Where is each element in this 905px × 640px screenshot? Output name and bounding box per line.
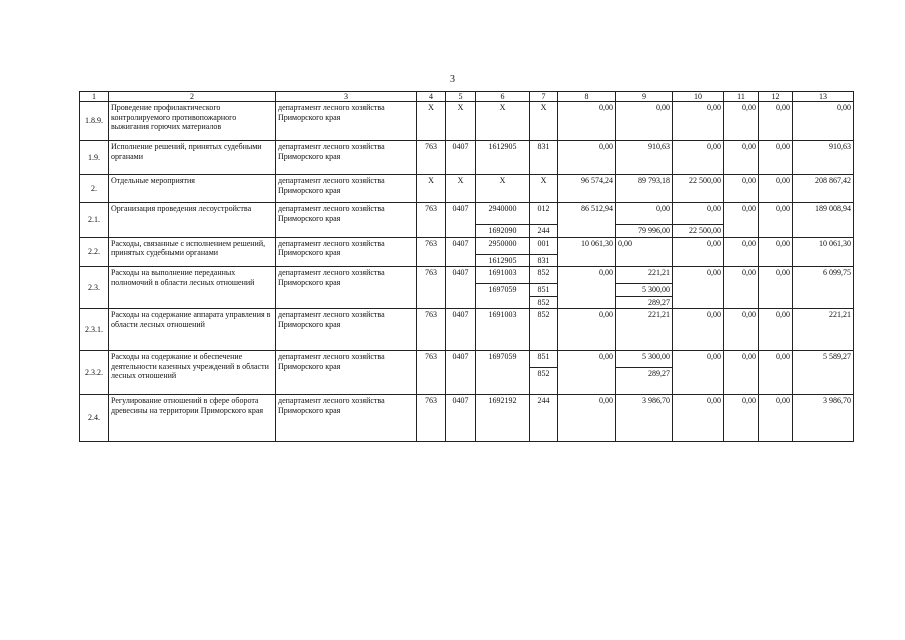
- col-header: 6: [476, 92, 530, 102]
- col-header: 11: [724, 92, 759, 102]
- cell-value: 0,00: [759, 395, 793, 442]
- cell-value: 852: [530, 309, 558, 351]
- table-row: [80, 203, 854, 225]
- cell-value: 0,00: [759, 102, 793, 141]
- table-row: [80, 309, 854, 351]
- cell-value: 0,00: [673, 237, 724, 254]
- cell-value: X: [446, 175, 476, 203]
- table-row: [80, 351, 854, 368]
- row-name: Исполнение решений, принятых судебными органами: [109, 141, 276, 175]
- cell-value: 1691003: [476, 309, 530, 351]
- cell-value: 96 574,24: [558, 175, 616, 203]
- row-executor: департамент лесного хозяйства Приморского края: [276, 203, 417, 238]
- cell-value: 5 300,00: [616, 284, 673, 297]
- row-number: 2.3.: [80, 267, 109, 309]
- row-number: 1.8.9.: [80, 102, 109, 141]
- cell-value: 1692090: [476, 225, 530, 238]
- cell-value: 0,00: [759, 309, 793, 351]
- cell-value: 001: [530, 237, 558, 254]
- col-header: 1: [80, 92, 109, 102]
- cell-value: 289,27: [616, 368, 673, 395]
- cell-value: 0,00: [673, 395, 724, 442]
- cell-value: 221,21: [616, 309, 673, 351]
- cell-value: 244: [530, 395, 558, 442]
- cell-value: 0,00: [724, 351, 759, 368]
- cell-value: 0407: [446, 267, 476, 284]
- row-name: Расходы на содержание аппарата управления в области лесных отношений: [109, 309, 276, 351]
- row-name: Расходы на содержание и обеспечение деятельности казенных учреждений в области лесных отношений: [109, 351, 276, 395]
- cell-value: 0,00: [759, 237, 793, 254]
- cell-value: 763: [417, 203, 446, 225]
- cell-value: 851: [530, 284, 558, 297]
- row-executor: департамент лесного хозяйства Приморского края: [276, 351, 417, 395]
- cell-value: 3 986,70: [793, 395, 854, 442]
- row-executor: департамент лесного хозяйства Приморского края: [276, 102, 417, 141]
- cell-value: 0,00: [673, 203, 724, 225]
- cell-value: 763: [417, 395, 446, 442]
- row-name: Организация проведения лесоустройства: [109, 203, 276, 238]
- cell-value: 763: [417, 309, 446, 351]
- row-executor: департамент лесного хозяйства Приморского края: [276, 395, 417, 442]
- cell-value: 0,00: [793, 102, 854, 141]
- table-row: [80, 175, 854, 203]
- cell-value: 0,00: [558, 309, 616, 351]
- cell-value: X: [417, 175, 446, 203]
- cell-value: 0407: [446, 351, 476, 368]
- row-number: 2.2.: [80, 237, 109, 267]
- cell-value: 0,00: [673, 102, 724, 141]
- cell-value: 0,00: [724, 141, 759, 175]
- col-header: 7: [530, 92, 558, 102]
- cell-value: 0,00: [673, 267, 724, 284]
- cell-value: 221,21: [793, 309, 854, 351]
- col-header: 2: [109, 92, 276, 102]
- row-number: 2.3.1.: [80, 309, 109, 351]
- row-number: 2.1.: [80, 203, 109, 238]
- cell-value: 763: [417, 141, 446, 175]
- row-number: 2.4.: [80, 395, 109, 442]
- row-number: 2.3.2.: [80, 351, 109, 395]
- cell-value: X: [530, 175, 558, 203]
- cell-value: 0407: [446, 141, 476, 175]
- cell-value: 763: [417, 237, 446, 254]
- cell-value: 763: [417, 351, 446, 368]
- cell-value: 0407: [446, 309, 476, 351]
- cell-value: 221,21: [616, 267, 673, 284]
- row-name: Регулирование отношений в сфере оборота древесины на территории Приморского края: [109, 395, 276, 442]
- cell-value: 831: [530, 141, 558, 175]
- cell-value: 0,00: [558, 395, 616, 442]
- col-header: 12: [759, 92, 793, 102]
- cell-value: 852: [530, 267, 558, 284]
- cell-value: 0,00: [724, 267, 759, 284]
- cell-value: 851: [530, 351, 558, 368]
- cell-value: 5 300,00: [616, 351, 673, 368]
- cell-value: 0,00: [616, 203, 673, 225]
- budget-table: [79, 91, 854, 442]
- col-header: 13: [793, 92, 854, 102]
- cell-value: 852: [530, 368, 558, 395]
- cell-value: X: [446, 102, 476, 141]
- row-name: Расходы, связанные с исполнением решений, принятых судебными органами: [109, 237, 276, 267]
- cell-value: 852: [530, 296, 558, 309]
- row-number: 2.: [80, 175, 109, 203]
- cell-value: 22 500,00: [673, 225, 724, 238]
- page-number: 3: [450, 74, 455, 85]
- cell-value: 0,00: [558, 351, 616, 368]
- col-header: 5: [446, 92, 476, 102]
- cell-value: 012: [530, 203, 558, 225]
- cell-value: 0407: [446, 203, 476, 225]
- cell-value: 2950000: [476, 237, 530, 254]
- cell-value: 89 793,18: [616, 175, 673, 203]
- row-executor: департамент лесного хозяйства Приморского края: [276, 237, 417, 267]
- cell-value: 79 996,00: [616, 225, 673, 238]
- row-name: Отдельные мероприятия: [109, 175, 276, 203]
- table-row: [80, 141, 854, 175]
- cell-value: 0,00: [724, 309, 759, 351]
- cell-value: 0,00: [759, 141, 793, 175]
- cell-value: 0,00: [616, 102, 673, 141]
- cell-value: 3 986,70: [616, 395, 673, 442]
- cell-value: 0,00: [759, 175, 793, 203]
- col-header: 10: [673, 92, 724, 102]
- table-row: [80, 267, 854, 284]
- cell-value: 0,00: [724, 237, 759, 254]
- row-executor: департамент лесного хозяйства Приморского края: [276, 309, 417, 351]
- cell-value: 1692192: [476, 395, 530, 442]
- col-header: 8: [558, 92, 616, 102]
- row-executor: департамент лесного хозяйства Приморского края: [276, 267, 417, 309]
- table-row: [80, 237, 854, 254]
- cell-value: 1697059: [476, 284, 530, 297]
- cell-value: 0,00: [558, 267, 616, 284]
- cell-value: 0,00: [759, 267, 793, 284]
- cell-value: 0407: [446, 395, 476, 442]
- cell-value: 289,27: [616, 296, 673, 309]
- cell-value: 2940000: [476, 203, 530, 225]
- row-executor: департамент лесного хозяйства Приморского края: [276, 175, 417, 203]
- cell-value: 1691003: [476, 267, 530, 284]
- row-executor: департамент лесного хозяйства Приморского края: [276, 141, 417, 175]
- cell-value: 10 061,30: [793, 237, 854, 254]
- cell-value: 0,00: [558, 102, 616, 141]
- cell-value: 0,00: [724, 395, 759, 442]
- cell-value: X: [476, 102, 530, 141]
- cell-value: 910,63: [616, 141, 673, 175]
- col-header: 9: [616, 92, 673, 102]
- col-header: 3: [276, 92, 417, 102]
- cell-value: 1612905: [476, 141, 530, 175]
- cell-value: 5 589,27: [793, 351, 854, 368]
- cell-value: X: [476, 175, 530, 203]
- cell-value: 244: [530, 225, 558, 238]
- cell-value: 0,00: [673, 351, 724, 368]
- cell-value: 910,63: [793, 141, 854, 175]
- column-number-row: [80, 92, 854, 102]
- cell-value: 0407: [446, 237, 476, 254]
- cell-value: 0,00: [673, 141, 724, 175]
- cell-value: X: [417, 102, 446, 141]
- row-number: 1.9.: [80, 141, 109, 175]
- cell-value: 0,00: [673, 309, 724, 351]
- cell-value: 763: [417, 267, 446, 284]
- cell-value: 0,00: [724, 203, 759, 225]
- cell-value: 0,00: [759, 203, 793, 225]
- cell-value: 86 512,94: [558, 203, 616, 225]
- table-row: [80, 102, 854, 141]
- cell-value: 208 867,42: [793, 175, 854, 203]
- cell-value: 10 061,30: [558, 237, 616, 254]
- row-name: Проведение профилактического контролируемого противопожарного выжигания горючих материалов: [109, 102, 276, 141]
- cell-value: 0,00: [616, 237, 673, 254]
- row-name: Расходы на выполнение переданных полномочий в области лесных отношений: [109, 267, 276, 309]
- cell-value: 6 099,75: [793, 267, 854, 284]
- col-header: 4: [417, 92, 446, 102]
- table-row: [80, 395, 854, 442]
- cell-value: 0,00: [558, 141, 616, 175]
- cell-value: 0,00: [759, 351, 793, 368]
- cell-value: 1612905: [476, 254, 530, 267]
- cell-value: 189 008,94: [793, 203, 854, 225]
- cell-value: 0,00: [724, 175, 759, 203]
- cell-value: 1697059: [476, 351, 530, 368]
- cell-value: X: [530, 102, 558, 141]
- cell-value: 0,00: [724, 102, 759, 141]
- cell-value: 22 500,00: [673, 175, 724, 203]
- cell-value: 831: [530, 254, 558, 267]
